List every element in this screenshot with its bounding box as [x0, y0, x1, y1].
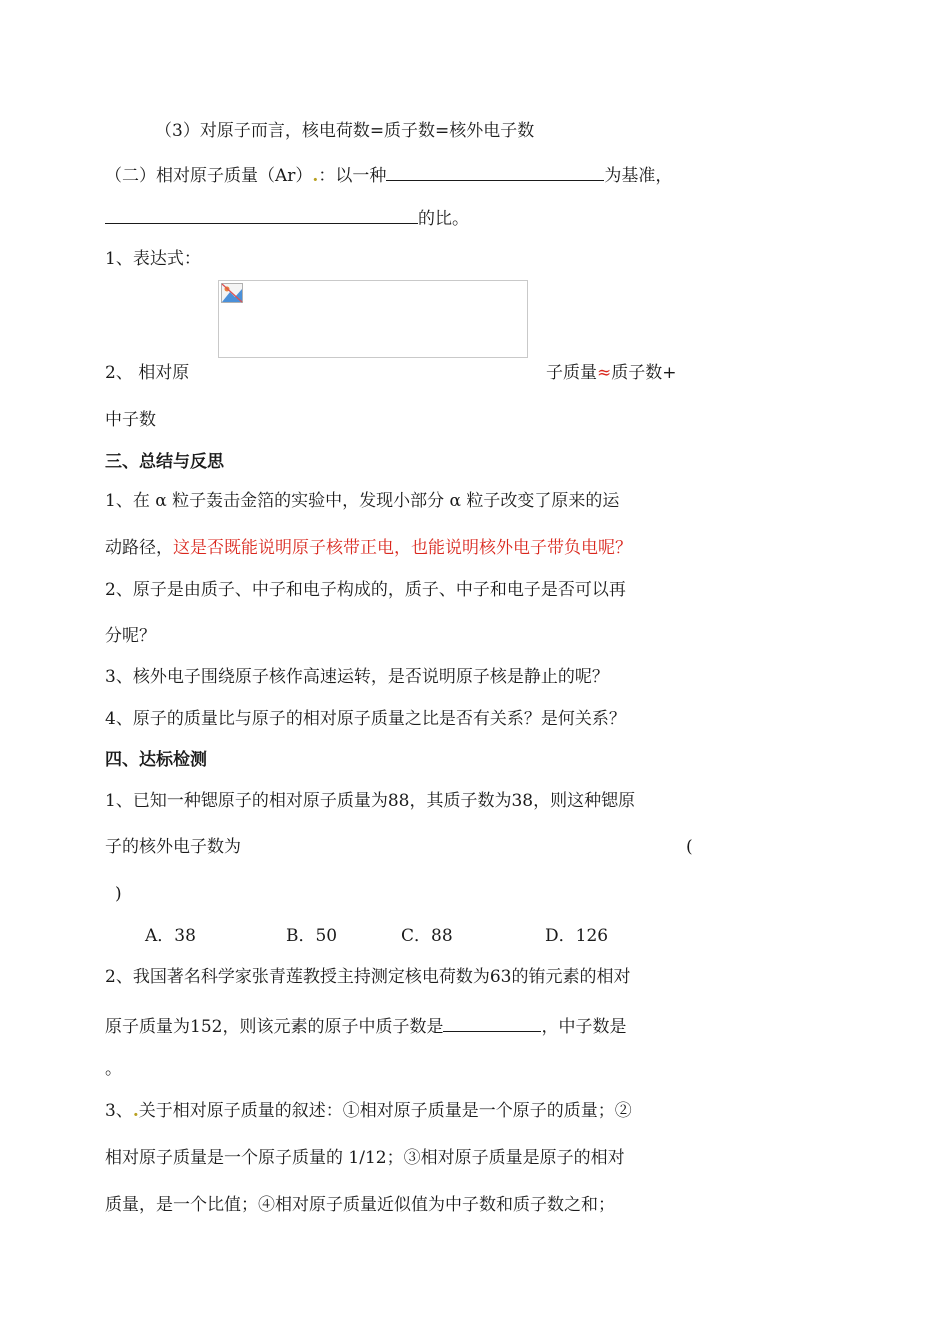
option-b[interactable]: B．50	[286, 926, 338, 946]
answer-paren-open: (	[686, 837, 693, 857]
section-title-summary: 三、总结与反思	[105, 452, 224, 472]
problem-3-line1	[105, 1100, 632, 1122]
text-mass: 子质量	[546, 363, 597, 383]
para-expression-label: 1、表达式：	[105, 249, 201, 269]
option-c[interactable]: C．88	[401, 926, 453, 946]
problem-3-text: 关于相对原子质量的叙述：①相对原子质量是一个原子的质量；②	[138, 1101, 632, 1121]
text-standard-suffix: 为基准，	[604, 166, 673, 186]
formula-image-placeholder	[218, 280, 528, 358]
option-a[interactable]: A．38	[145, 926, 196, 946]
para-neutron: 中子数	[105, 410, 156, 430]
broken-image-icon	[221, 283, 243, 303]
problem-1-line2: 子的核外电子数为	[105, 837, 241, 857]
problem-1-line1: 1、已知一种锶原子的相对原子质量为88，其质子数为38，则这种锶原	[105, 791, 636, 811]
para-approx-right	[546, 362, 677, 384]
text-proton-plus: 质子数+	[611, 363, 677, 383]
text-ratio: 的比。	[418, 209, 469, 229]
heading-relative-mass: （二）相对原子质量（Ar）	[105, 166, 313, 186]
question-1-prefix: 动路径，	[105, 538, 173, 558]
question-1-highlight: 这是否既能说明原子核带正电，也能说明核外电子带负电呢？	[173, 538, 632, 558]
question-2-line1: 2、原子是由质子、中子和电子构成的，质子、中子和电子是否可以再	[105, 580, 626, 600]
para-ratio	[105, 205, 469, 230]
marker-dot: .	[132, 1101, 139, 1121]
section-title-assessment: 四、达标检测	[105, 750, 207, 770]
problem-2-neutron-text: ，中子数是	[541, 1017, 627, 1037]
question-3: 3、核外电子围绕原子核作高速运转，是否说明原子核是静止的呢？	[105, 667, 609, 687]
problem-3-line3: 质量，是一个比值；④相对原子质量近似值为中子数和质子数之和；	[105, 1195, 615, 1215]
problem-2-line1: 2、我国著名科学家张青莲教授主持测定核电荷数为63的铕元素的相对	[105, 967, 631, 987]
para-relative-atomic-mass	[105, 162, 672, 187]
question-4: 4、原子的质量比与原子的相对原子质量之比是否有关系？是何关系？	[105, 709, 626, 729]
problem-3-line2: 相对原子质量是一个原子质量的 1/12；③相对原子质量是原子的相对	[105, 1148, 625, 1168]
answer-paren-close: )	[115, 884, 122, 904]
problem-2-text: 原子质量为152，则该元素的原子中质子数是	[105, 1017, 444, 1037]
problem-3-number: 3、	[105, 1101, 133, 1121]
marker-dot: .	[312, 166, 319, 186]
blank-proton-count[interactable]	[443, 1013, 541, 1032]
para-nuclear-charge: （3）对原子而言，核电荷数=质子数=核外电子数	[155, 121, 535, 141]
para-approx-left: 2、 相对原	[105, 363, 190, 383]
option-d[interactable]: D．126	[545, 926, 609, 946]
blank-standard[interactable]	[386, 162, 604, 181]
text-standard-prefix: ：以一种	[318, 166, 387, 186]
question-2-line2: 分呢？	[105, 626, 156, 646]
problem-2-line2	[105, 1013, 626, 1038]
problem-2-end: 。	[105, 1059, 122, 1079]
blank-ratio[interactable]	[105, 205, 418, 224]
question-1-line1: 1、在 α 粒子轰击金箔的实验中，发现小部分 α 粒子改变了原来的运	[105, 491, 620, 511]
question-1-line2	[105, 537, 632, 559]
approx-symbol: ≈	[597, 363, 612, 383]
